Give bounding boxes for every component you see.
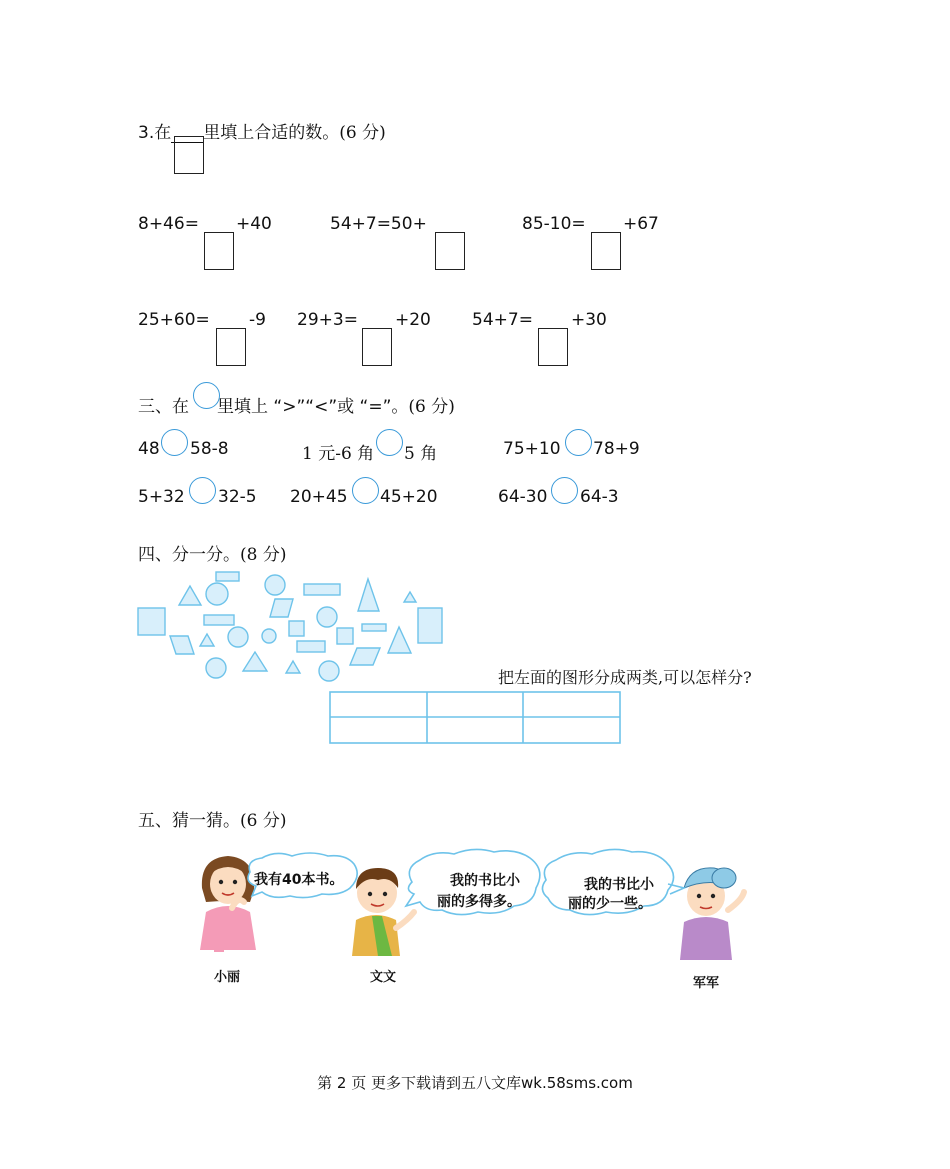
p3-eq4-left: 25+60=	[138, 310, 210, 330]
name-xiaoli: 小丽	[214, 970, 241, 985]
instruction-prefix: 3.在	[138, 123, 172, 143]
cmp1-right: 58-8	[190, 439, 229, 459]
cmp5-right: 45+20	[380, 487, 438, 507]
section4-question: 把左面的图形分成两类,可以怎样分?	[498, 668, 752, 687]
speech-text-wenwen-2: 丽的多得多。	[437, 894, 521, 910]
p3-eq5-right: +20	[395, 310, 431, 330]
junjun-figure	[680, 868, 744, 960]
cmp6-left: 64-30	[498, 487, 548, 507]
cmp1-left: 48	[138, 439, 160, 459]
p3-eq4-right: -9	[249, 310, 266, 330]
cmp3-right: 78+9	[593, 439, 640, 459]
section3-score: (6 分)	[408, 397, 455, 417]
xiaoli-figure	[200, 856, 256, 952]
speech-text-xiaoli: 我有40本书。	[254, 872, 344, 888]
p3-eq3-left: 85-10=	[522, 214, 586, 234]
cmp2-left: 1 元-6 角	[302, 444, 375, 464]
section5-title-text: 五、猜一猜。	[138, 811, 240, 831]
p3-eq3-right: +67	[623, 214, 659, 234]
p3-eq1-left: 8+46=	[138, 214, 199, 234]
p3-eq5-left: 29+3=	[297, 310, 358, 330]
cmp4-left: 5+32	[138, 487, 185, 507]
cmp5-left: 20+45	[290, 487, 348, 507]
cmp3-left: 75+10	[503, 439, 561, 459]
name-junjun: 军军	[693, 976, 720, 991]
cmp2-right: 5 角	[404, 444, 438, 464]
cmp6-right: 64-3	[580, 487, 619, 507]
page-footer: 第 2 页 更多下载请到五八文库wk.58sms.com	[317, 1074, 633, 1092]
instruction-score: (6 分)	[339, 123, 386, 143]
speech-text-wenwen-1: 我的书比小	[450, 873, 520, 889]
section4-score: (8 分)	[240, 545, 287, 565]
p3-eq1-right: +40	[236, 214, 272, 234]
wenwen-figure	[352, 868, 414, 956]
name-wenwen: 文文	[370, 970, 397, 985]
p3-eq2-left: 54+7=50+	[330, 214, 427, 234]
speech-text-junjun-2: 丽的少一些。	[568, 896, 652, 912]
section4-title-text: 四、分一分。	[138, 545, 240, 565]
p3-eq6-left: 54+7=	[472, 310, 533, 330]
section3-title-suffix: 里填上 “>”“<”或 “=”。	[217, 397, 409, 417]
section5-score: (6 分)	[240, 811, 287, 831]
cmp4-right: 32-5	[218, 487, 257, 507]
instruction-suffix: 里填上合适的数。	[203, 123, 340, 143]
section3-title-prefix: 三、在	[138, 397, 189, 417]
p3-eq6-right: +30	[571, 310, 607, 330]
speech-text-junjun-1: 我的书比小	[584, 877, 654, 893]
